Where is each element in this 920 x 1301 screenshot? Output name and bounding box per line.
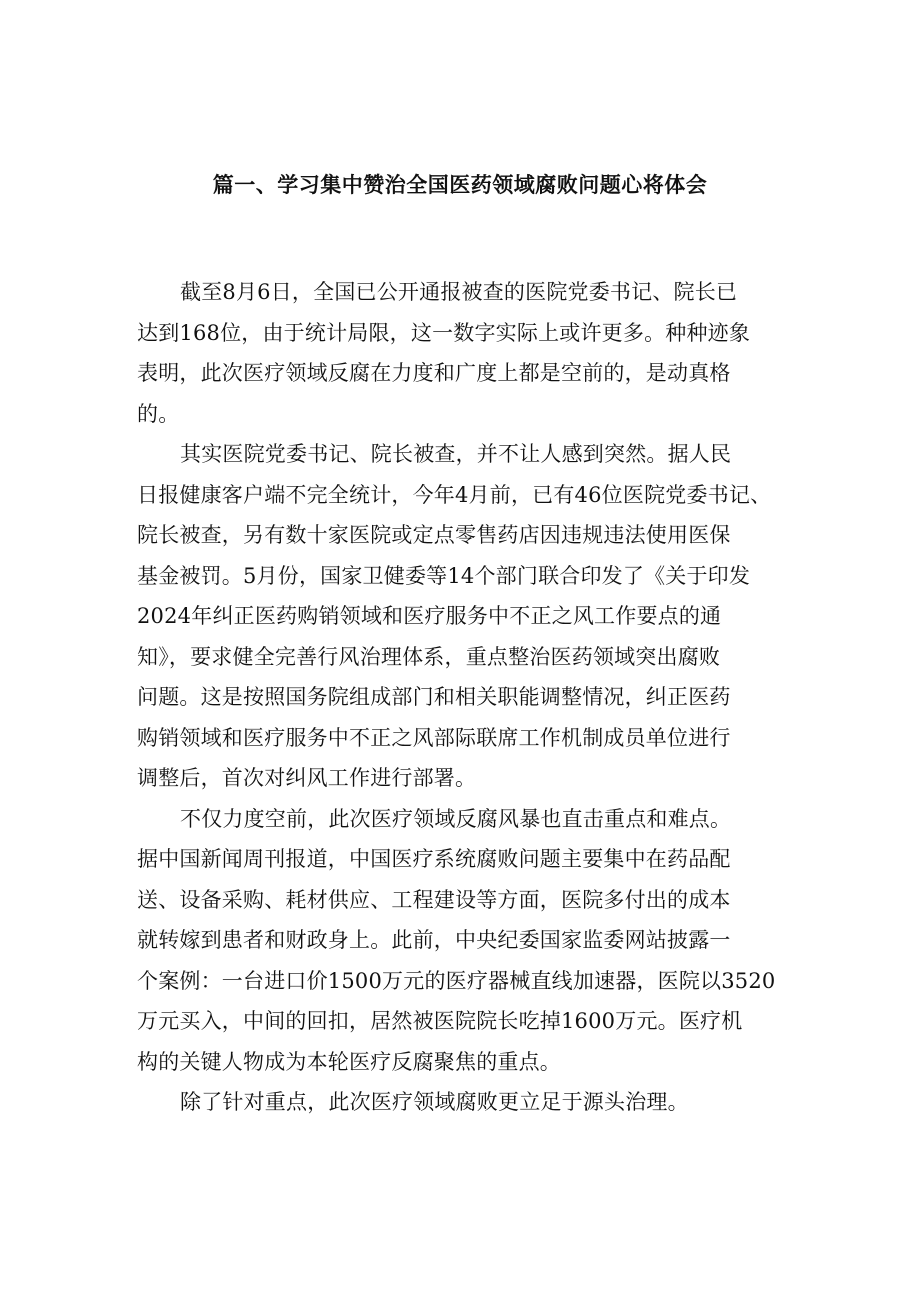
- text-line: 问题。这是按照国务院组成部门和相关职能调整情况，纠正医药: [137, 685, 731, 709]
- paragraph-2: [137, 434, 787, 799]
- text-line: 表明，此次医疗领域反腐在力度和广度上都是空前的，是动真格: [137, 361, 731, 385]
- text-line: 的。: [137, 401, 180, 426]
- text-line: 万元买入，中间的回扣，居然被医院院长吃掉1600万元。医疗机: [137, 1009, 743, 1033]
- text-line: 除了针对重点，此次医疗领域腐败更立足于源头治理。: [180, 1090, 689, 1114]
- text-line: 购销领域和医疗服务中不正之风部际联席工作机制成员单位进行: [137, 725, 731, 750]
- text-line: 送、设备采购、耗材供应、工程建设等方面，医院多付出的成本: [137, 887, 731, 912]
- text-line: 构的关键人物成为本轮医疗反腐聚焦的重点。: [137, 1049, 561, 1074]
- document-title: 篇一、学习集中赞治全国医药领域腐败问题心将体会: [212, 172, 708, 197]
- text-line: 日报健康客户端不完全统计，今年4月前，已有46位医院党委书记、: [137, 482, 772, 507]
- text-line: 其实医院党委书记、院长被查，并不让人感到突然。据人民: [180, 442, 732, 466]
- text-line: 据中国新闻周刊报道，中国医疗系统腐败问题主要集中在药品配: [137, 847, 731, 871]
- text-line: 2024年纠正医药购销领域和医疗服务中不正之风工作要点的通: [137, 604, 722, 628]
- paragraph-3: [137, 799, 787, 1083]
- text-line: 达到168位，由于统计局限，这一数字实际上或许更多。种种迹象: [137, 320, 751, 345]
- text-line: 不仅力度空前，此次医疗领域反腐风暴也直击重点和难点。: [180, 806, 732, 831]
- text-line: 院长被查，另有数十家医院或定点零售药店因违规违法使用医保: [137, 523, 731, 547]
- paragraph-4: [137, 1082, 787, 1123]
- text-line: 基金被罚。5月份，国家卫健委等14个部门联合印发了《关于印发: [137, 563, 751, 588]
- document-body: [137, 272, 787, 1123]
- text-line: 就转嫁到患者和财政身上。此前，中央纪委国家监委网站披露一: [137, 928, 731, 952]
- text-line: 调整后，首次对纠风工作进行部署。: [137, 766, 477, 790]
- paragraph-1: [137, 272, 787, 434]
- text-line: 知》，要求健全完善行风治理体系，重点整治医药领域突出腐败: [137, 644, 721, 669]
- text-line: 截至8月6日，全国已公开通报被查的医院党委书记、院长已: [180, 280, 738, 304]
- text-line: 个案例：一台进口价1500万元的医疗器械直线加速器，医院以3520: [137, 968, 776, 993]
